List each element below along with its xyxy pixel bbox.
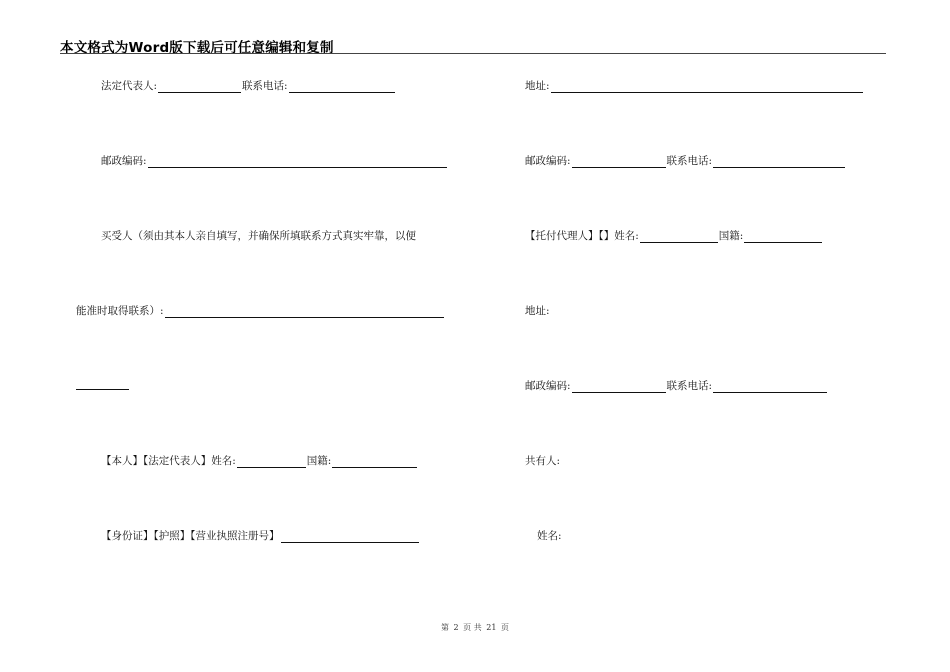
postcode-line bbox=[101, 154, 448, 168]
postcode-phone-line bbox=[525, 154, 846, 168]
buyer-instruction-text: 买受人（须由其本人亲自填写，并确保所填联系方式真实牢靠，以便 bbox=[101, 230, 416, 242]
footer-prefix: 第 bbox=[440, 623, 449, 632]
footer-total: 21 bbox=[486, 623, 497, 632]
nationality-blank[interactable] bbox=[332, 457, 417, 468]
phone-blank[interactable] bbox=[289, 82, 395, 93]
postcode-blank-right[interactable] bbox=[572, 157, 666, 168]
agent-postcode-label: 邮政编码: bbox=[525, 380, 571, 392]
footer-page: 2 bbox=[453, 623, 459, 632]
agent-phone-blank[interactable] bbox=[713, 382, 827, 393]
phone-label: 联系电话: bbox=[242, 80, 288, 92]
header-divider bbox=[60, 53, 886, 54]
agent-name-label: 【托付代理人】【】姓名: bbox=[525, 230, 639, 242]
postcode-blank[interactable] bbox=[148, 157, 447, 168]
buyer-contact-continuation bbox=[76, 379, 129, 390]
co-owner-name-label: 姓名: bbox=[537, 530, 562, 542]
legal-rep-blank[interactable] bbox=[158, 82, 241, 93]
buyer-contact-blank[interactable] bbox=[165, 307, 444, 318]
party-name-line bbox=[101, 454, 418, 468]
agent-phone-label: 联系电话: bbox=[666, 380, 713, 392]
agent-postcode-phone-line bbox=[525, 379, 828, 393]
buyer-instruction-line bbox=[101, 229, 416, 243]
buyer-contact-blank-2[interactable] bbox=[76, 379, 129, 390]
address-label: 地址: bbox=[525, 80, 550, 92]
co-owner-label: 共有人: bbox=[525, 455, 561, 467]
nationality-label: 国籍: bbox=[306, 455, 332, 467]
id-type-label: 【身份证】【护照】【营业执照注册号】 bbox=[101, 530, 280, 542]
agent-name-line bbox=[525, 229, 823, 243]
postcode-label-right: 邮政编码: bbox=[525, 155, 571, 167]
id-type-line bbox=[101, 529, 420, 543]
document-header-title: 本文格式为Word版下载后可任意编辑和复制 bbox=[60, 40, 334, 56]
agent-name-blank[interactable] bbox=[640, 232, 718, 243]
buyer-contact-line bbox=[76, 304, 445, 318]
co-owner-name-line bbox=[537, 529, 562, 543]
agent-address-label: 地址: bbox=[525, 305, 550, 317]
footer-suffix: 页 bbox=[501, 623, 509, 632]
party-name-blank[interactable] bbox=[237, 457, 306, 468]
agent-nationality-blank[interactable] bbox=[744, 232, 822, 243]
agent-postcode-blank[interactable] bbox=[572, 382, 666, 393]
legal-rep-label: 法定代表人: bbox=[101, 80, 158, 92]
phone-blank-right[interactable] bbox=[713, 157, 845, 168]
party-name-label: 【本人】【法定代表人】姓名: bbox=[101, 455, 236, 467]
legal-rep-line bbox=[101, 79, 396, 93]
address-blank[interactable] bbox=[551, 82, 863, 93]
phone-label-right: 联系电话: bbox=[666, 155, 713, 167]
agent-address-line bbox=[525, 304, 550, 318]
buyer-contact-label: 能准时取得联系）: bbox=[76, 305, 164, 317]
postcode-label: 邮政编码: bbox=[101, 155, 147, 167]
address-line bbox=[525, 79, 864, 93]
agent-nationality-label: 国籍: bbox=[718, 230, 744, 242]
footer-mid: 页 共 bbox=[463, 623, 482, 632]
page-number-footer bbox=[0, 622, 950, 633]
id-number-blank[interactable] bbox=[281, 532, 419, 543]
co-owner-line bbox=[525, 454, 560, 468]
